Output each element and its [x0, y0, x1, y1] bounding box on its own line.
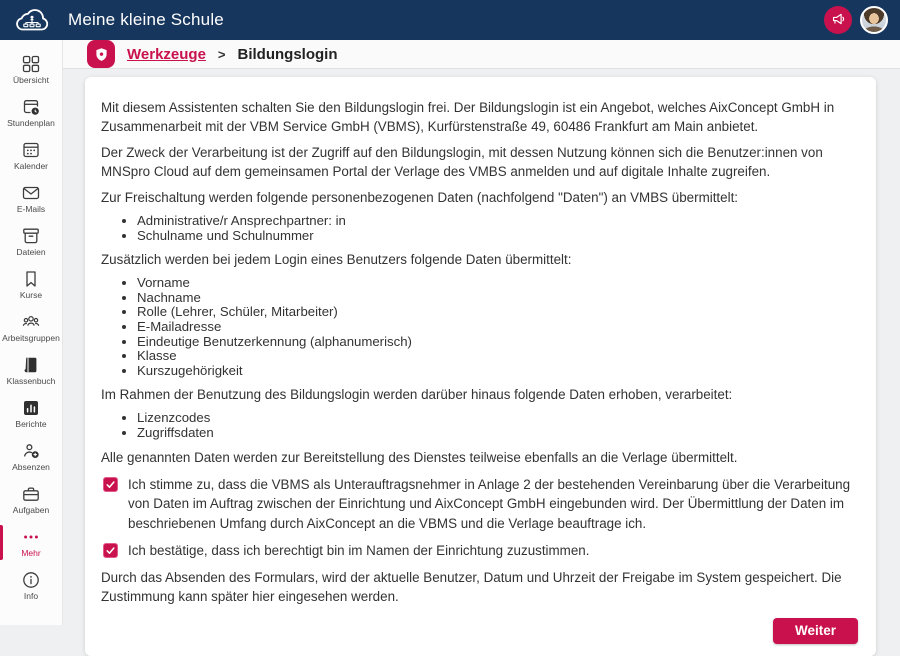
sidebar-item-arbeitsgruppen[interactable]: [0, 306, 62, 349]
authorization-checkbox[interactable]: [103, 543, 118, 558]
sidebar-item-mehr[interactable]: [0, 521, 62, 564]
consent-checkbox-label: Ich stimme zu, dass die VBMS als Unterauftragsnehmer in Anlage 2 der bestehenden Vereinbarung über die Verarbeitung von Daten im Auftrag zwischen der Einrichtung und AixConcept GmbH eingebunden wird. Der Übermittlung der Daten im beschriebenen Umfang durch AixConcept an die VBMS und die Verlage beauftrage ich.: [128, 476, 851, 531]
sidebar-item-label: Übersicht: [13, 75, 49, 86]
content-area: [63, 69, 900, 656]
list-item: • E-Mailadresse: [137, 320, 858, 335]
sidebar-item-uebersicht[interactable]: [0, 48, 62, 91]
info-icon: [21, 570, 41, 590]
people-group-icon: [21, 312, 41, 332]
sidebar-item-label: E-Mails: [16, 204, 46, 215]
list-item: • Kurszugehörigkeit: [137, 364, 858, 379]
sidebar-item-label: Berichte: [15, 419, 47, 430]
sidebar-item-berichte[interactable]: [0, 392, 62, 435]
person-plus-icon: [21, 441, 41, 461]
list-item: • Lizenzcodes: [137, 411, 858, 426]
sidebar-item-klassenbuch[interactable]: [0, 349, 62, 392]
briefcase-icon: [21, 484, 41, 504]
sidebar-item-label: Aufgaben: [12, 505, 50, 516]
sidebar-item-label: Info: [23, 591, 39, 602]
usage-data-list: [101, 411, 858, 440]
submission-note: Durch das Absenden des Formulars, wird der aktuelle Benutzer, Datum und Uhrzeit der Freigabe im System gespeichert. Die Zustimmung kann später hier eingesehen werden.: [101, 569, 842, 604]
calendar-icon: [21, 140, 41, 160]
list-item: • Nachname: [137, 291, 858, 306]
sidebar-item-absenzen[interactable]: [0, 435, 62, 478]
user-avatar[interactable]: [860, 6, 888, 34]
consent-checkbox-row: [103, 475, 858, 534]
sidebar-item-emails[interactable]: [0, 177, 62, 220]
bookmark-icon: [21, 269, 41, 289]
check-icon: [105, 479, 116, 490]
login-data-intro: Zusätzlich werden bei jedem Login eines Benutzers folgende Daten übermittelt:: [101, 252, 572, 268]
megaphone-icon: [830, 11, 846, 30]
sidebar-item-info[interactable]: [0, 564, 62, 607]
sidebar-item-stundenplan[interactable]: [0, 91, 62, 134]
sidebar-item-kalender[interactable]: [0, 134, 62, 177]
list-item: • Vorname: [137, 276, 858, 291]
list-item: • Zugriffsdaten: [137, 426, 858, 441]
list-item: • Schulname und Schulnummer: [137, 229, 858, 244]
list-item: • Administrative/r Ansprechpartner: in: [137, 214, 858, 229]
sidebar-item-label: Kurse: [19, 290, 43, 301]
announcements-button[interactable]: [824, 6, 852, 34]
sidebar-item-label: Absenzen: [12, 462, 50, 473]
timetable-clock-icon: [21, 97, 41, 117]
sidebar-item-dateien[interactable]: [0, 220, 62, 263]
breadcrumb-link-werkzeuge[interactable]: Werkzeuge: [127, 45, 206, 63]
purpose-paragraph: Der Zweck der Verarbeitung ist der Zugriff auf den Bildungslogin, mit dessen Nutzung können sich die Benutzer:innen von MNSpro Cloud auf dem gemeinsamen Portal der Verlage des VMBS anmelden und auf digitale Inhalte zugreifen.: [101, 145, 823, 179]
activation-data-intro: Zur Freischaltung werden folgende personenbezogenen Daten (nachfolgend "Daten") an VMBS übermittelt:: [101, 190, 739, 205]
consent-checkbox[interactable]: [103, 477, 118, 492]
intro-paragraph: Mit diesem Assistenten schalten Sie den Bildungslogin frei. Der Bildungslogin ist ein Angebot, welches AixConcept GmbH in Zusammenarbeit mit der VBM Service GmbH (VBMS), Kurfürstenstraße 49, 60486 Frankfurt am Main anbietet.: [101, 100, 835, 134]
sidebar-item-label: Stundenplan: [7, 118, 55, 129]
grid-icon: [21, 54, 41, 74]
app-title: Meine kleine Schule: [68, 10, 224, 29]
bar-chart-icon: [21, 398, 41, 418]
sidebar-item-label: Arbeitsgruppen: [2, 333, 60, 344]
active-indicator: [0, 525, 3, 560]
sidebar-item-aufgaben[interactable]: [0, 478, 62, 521]
authorization-checkbox-row: [103, 541, 858, 561]
sidebar-item-kurse[interactable]: [0, 263, 62, 306]
breadcrumb: [63, 40, 900, 69]
sidebar-item-label: Kalender: [13, 161, 49, 172]
list-item: • Eindeutige Benutzerkennung (alphanumerisch): [137, 335, 858, 350]
book-icon: [21, 355, 41, 375]
ellipsis-icon: [21, 527, 41, 547]
shield-icon: [87, 40, 115, 68]
sidebar-item-label: Dateien: [16, 247, 46, 258]
page-title: Bildungslogin: [237, 45, 338, 63]
login-data-list: [101, 276, 858, 378]
authorization-checkbox-label: Ich bestätige, dass ich berechtigt bin im Namen der Einrichtung zuzustimmen.: [128, 543, 590, 559]
weiter-button[interactable]: Weiter: [773, 618, 858, 644]
breadcrumb-separator: >: [217, 46, 226, 62]
bildungslogin-form-card: [85, 77, 876, 656]
list-item: • Rolle (Lehrer, Schüler, Mitarbeiter): [137, 305, 858, 320]
check-icon: [105, 545, 116, 556]
archive-box-icon: [21, 226, 41, 246]
list-item: • Klasse: [137, 349, 858, 364]
envelope-icon: [21, 183, 41, 203]
sidebar-item-label: Mehr: [21, 548, 41, 559]
sidebar: [0, 40, 63, 625]
top-bar: [0, 0, 900, 40]
sidebar-item-label: Klassenbuch: [6, 376, 56, 387]
cloud-network-icon: [10, 3, 54, 37]
publishers-paragraph: Alle genannten Daten werden zur Bereitstellung des Dienstes teilweise ebenfalls an die Verlage übermittelt.: [101, 449, 738, 465]
activation-data-list: [101, 214, 858, 243]
usage-data-intro: Im Rahmen der Benutzung des Bildungslogin werden darüber hinaus folgende Daten erhoben, verarbeitet:: [101, 387, 733, 403]
